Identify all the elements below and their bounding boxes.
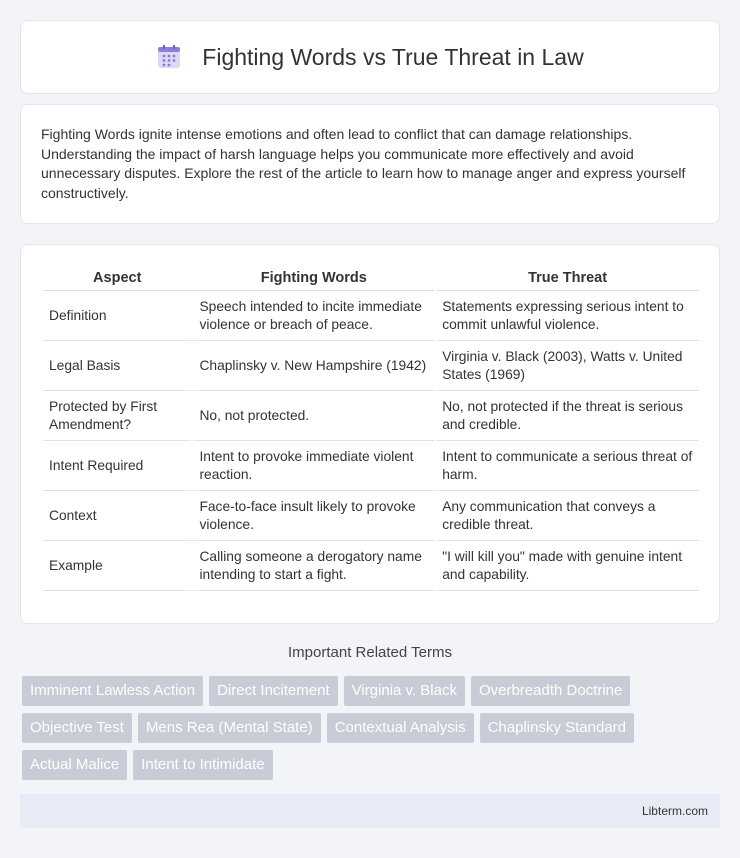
table-cell-true-threat: "I will kill you" made with genuine intent and capability. <box>436 542 699 591</box>
table-cell-true-threat: Virginia v. Black (2003), Watts v. United States (1969) <box>436 342 699 391</box>
tag-contextual-analysis[interactable]: Contextual Analysis <box>327 713 474 743</box>
table-row <box>43 342 699 391</box>
table-cell-aspect: Intent Required <box>43 442 191 491</box>
table-cell-aspect: Legal Basis <box>43 342 191 391</box>
tag-virginia-v-black[interactable]: Virginia v. Black <box>344 676 465 706</box>
table-cell-true-threat: Statements expressing serious intent to commit unlawful violence. <box>436 292 699 341</box>
tag-imminent-lawless-action[interactable]: Imminent Lawless Action <box>22 676 203 706</box>
footer <box>20 794 720 828</box>
tag-intent-to-intimidate[interactable]: Intent to Intimidate <box>133 750 272 780</box>
table-row <box>43 292 699 341</box>
table-row <box>43 442 699 491</box>
table-cell-aspect: Definition <box>43 292 191 341</box>
table-cell-aspect: Context <box>43 492 191 541</box>
column-header-fighting-words: Fighting Words <box>193 266 434 291</box>
table-cell-fighting-words: Chaplinsky v. New Hampshire (1942) <box>193 342 434 391</box>
tag-direct-incitement[interactable]: Direct Incitement <box>209 676 338 706</box>
table-cell-true-threat: Any communication that conveys a credible threat. <box>436 492 699 541</box>
table-row <box>43 392 699 441</box>
footer-brand[interactable]: Libterm.com <box>641 804 708 818</box>
tag-actual-malice[interactable]: Actual Malice <box>22 750 127 780</box>
page-title: Fighting Words vs True Threat in Law <box>202 43 584 70</box>
table-cell-fighting-words: Face-to-face insult likely to provoke violence. <box>193 492 434 541</box>
comparison-table-card <box>20 244 720 624</box>
tag-chaplinsky-standard[interactable]: Chaplinsky Standard <box>480 713 634 743</box>
tag-overbreadth-doctrine[interactable]: Overbreadth Doctrine <box>471 676 630 706</box>
table-cell-fighting-words: No, not protected. <box>193 392 434 441</box>
table-header-row <box>43 266 699 291</box>
table-cell-fighting-words: Speech intended to incite immediate violence or breach of peace. <box>193 292 434 341</box>
column-header-true-threat: True Threat <box>436 266 699 291</box>
related-terms-tags <box>22 676 722 787</box>
comparison-table <box>41 265 701 592</box>
table-row <box>43 492 699 541</box>
intro-card <box>20 104 720 224</box>
table-row <box>43 542 699 591</box>
related-terms-title: Important Related Terms <box>288 644 452 661</box>
table-cell-aspect: Protected by First Amendment? <box>43 392 191 441</box>
calendar-grid-icon <box>156 44 182 70</box>
column-header-aspect: Aspect <box>43 266 191 291</box>
header-card <box>20 20 720 94</box>
table-cell-fighting-words: Calling someone a derogatory name intending to start a fight. <box>193 542 434 591</box>
table-cell-true-threat: No, not protected if the threat is serious and credible. <box>436 392 699 441</box>
intro-text: Fighting Words ignite intense emotions and often lead to conflict that can damage relationships. Understanding the impact of harsh language helps you communicate more effectively and avoid unnecessary disputes. Explore the rest of the article to learn how to manage anger and express yourself constructively. <box>41 126 686 201</box>
table-cell-fighting-words: Intent to provoke immediate violent reaction. <box>193 442 434 491</box>
tag-objective-test[interactable]: Objective Test <box>22 713 132 743</box>
table-cell-aspect: Example <box>43 542 191 591</box>
table-cell-true-threat: Intent to communicate a serious threat of harm. <box>436 442 699 491</box>
tag-mens-rea[interactable]: Mens Rea (Mental State) <box>138 713 321 743</box>
